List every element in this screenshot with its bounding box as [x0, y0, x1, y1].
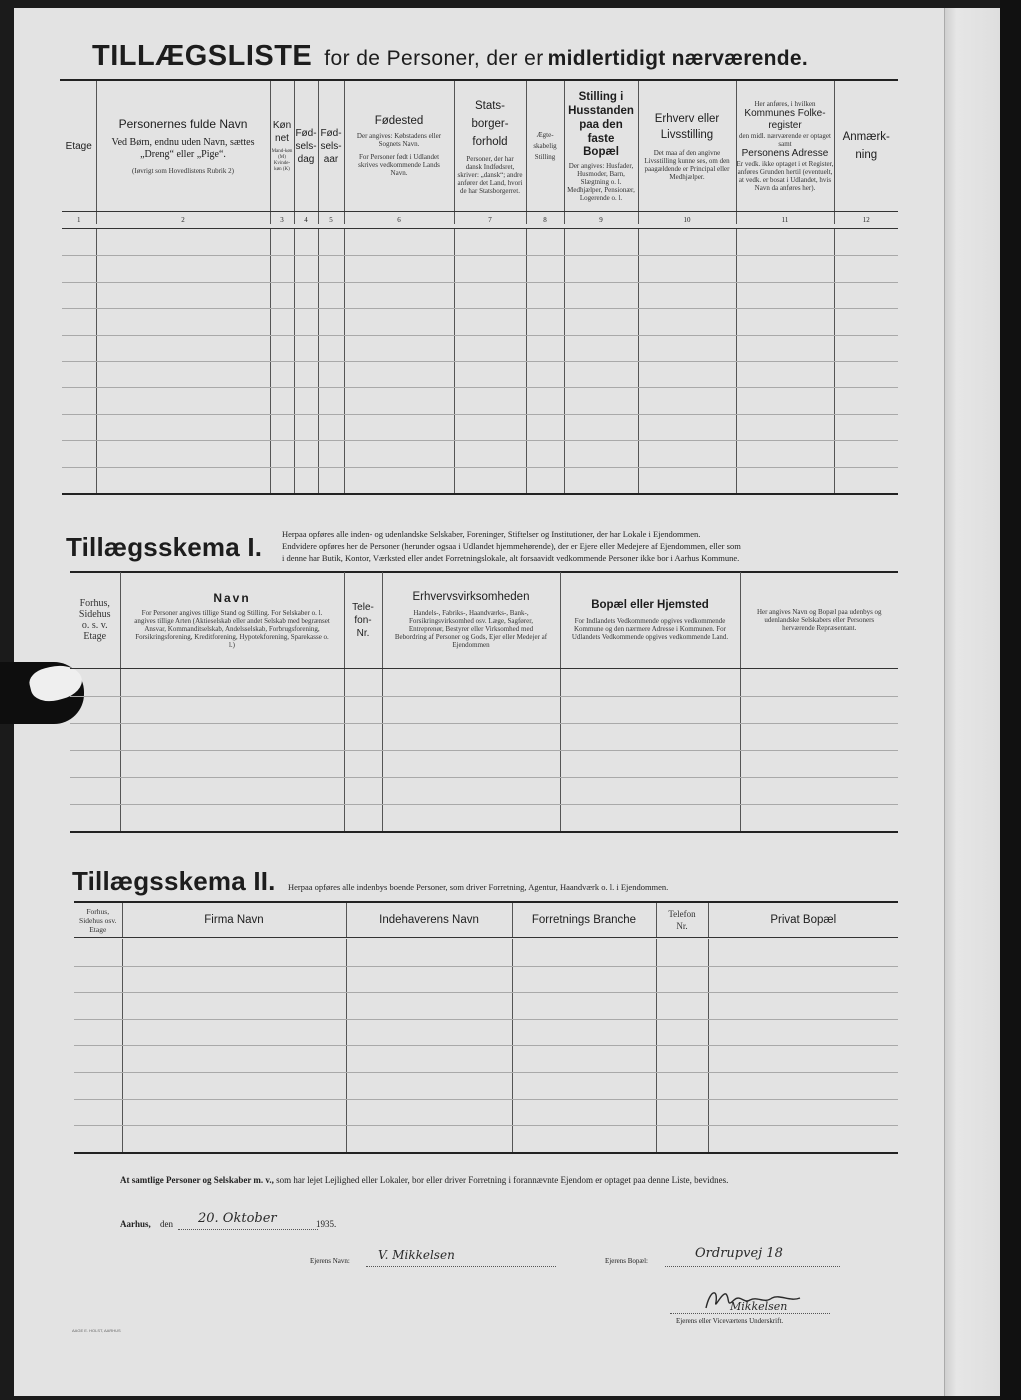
title-middle: for de Personer, der er — [324, 47, 544, 70]
col-birthplace-title: Fødested — [374, 115, 424, 127]
col-registry-note2: Er vedk. ikke optaget i et Register, anføres Grunden hertil (eventuelt, at vedk. er bosat i Udlandet, hvis Navn da anføres her). — [736, 160, 834, 192]
col-remarks-title: Anmærk-ning — [842, 131, 890, 161]
col-num: 2 — [96, 212, 270, 225]
col-num: 12 — [834, 212, 898, 225]
col-num: 10 — [638, 212, 736, 225]
next-page-edge — [944, 8, 1001, 1396]
s1-col-representative — [740, 572, 898, 669]
col-num: 4 — [294, 212, 318, 225]
s1-col-phone-title: Tele-fon-Nr. — [352, 601, 374, 639]
col-household-title: Stilling i Husstanden paa den faste — [568, 91, 634, 145]
schema1-note-line2: Endvidere opføres her de Personer (herunder ogsaa i Udlandet hjemmehørende), der er Ejere eller Medejere af Ejendommen, eller som — [282, 541, 741, 551]
title-main: TILLÆGSLISTE — [92, 40, 313, 72]
s1-col-etage-title: Forhus, Sidehus o. s. v. Etage — [78, 598, 111, 642]
s2-col-phone-title: Telefon Nr. — [668, 909, 696, 931]
row-line — [74, 1099, 898, 1100]
owner-address-value: Ordrupvej 18 — [695, 1246, 783, 1261]
col-registry — [736, 81, 834, 212]
col-marital — [526, 81, 564, 212]
col-birthday-title: Fød-sels-dag — [295, 127, 317, 165]
col-registry-title2: Personens Adresse — [741, 148, 829, 159]
col-remarks — [834, 81, 898, 212]
s2-col-firm — [122, 903, 346, 938]
schema1-note — [282, 528, 902, 564]
col-sex-title: Kønnet — [272, 120, 292, 144]
s2-col-owner-title: Indehaverens Navn — [379, 913, 479, 926]
main-table-header — [62, 81, 898, 212]
row-line — [62, 361, 898, 362]
col-num: 6 — [344, 212, 454, 225]
s1-col-residence-note: For Indlandets Vedkommende opgives vedkommende Kommune og den nærmere Adresse i Kommunen. For Udlandets Vedkommende opgives vedkommende Land. — [571, 617, 729, 641]
scan-border — [1000, 0, 1021, 1400]
s1-col-residence — [560, 572, 740, 669]
col-name-note: Ved Børn, endnu uden Navn, sættes „Dreng“ eller „Pige“. — [111, 136, 255, 160]
s1-col-business — [382, 572, 560, 669]
col-occupation — [638, 81, 736, 212]
col-birthplace-note: Der angives: Købstadens eller Sognets Navn. — [356, 132, 442, 148]
col-sex — [270, 81, 294, 212]
col-name — [96, 81, 270, 212]
col-name-note2: (Iøvrigt som Hovedlistens Rubrik 2) — [132, 166, 234, 175]
col-num: 3 — [270, 212, 294, 225]
row-line — [62, 467, 898, 468]
signature-label: Ejerens eller Viceværtens Underskrift. — [676, 1317, 784, 1325]
row-line — [74, 966, 898, 967]
row-line — [74, 1019, 898, 1020]
row-line — [74, 1045, 898, 1046]
s2-col-phone — [656, 903, 708, 938]
schema2-note: Herpaa opføres alle indenbys boende Personer, som driver Forretning, Agentur, Haandværk o. l. i Ejendommen. — [288, 882, 669, 892]
col-num: 9 — [564, 212, 638, 225]
owner-name-line — [310, 1250, 570, 1270]
col-registry-title: Kommunes Folke-register — [744, 108, 826, 131]
s1-col-representative-note: Her angives Navn og Bopæl paa udenbys og udenlandske Selskabers eller Personers herværende Repræsentant. — [756, 608, 882, 632]
col-birthday — [294, 81, 318, 212]
col-citizenship — [454, 81, 526, 212]
row-line — [74, 1072, 898, 1073]
row-line — [62, 335, 898, 336]
col-num: 1 — [62, 212, 96, 225]
schema1-header — [70, 572, 898, 669]
s1-col-name-note: For Personer angives tillige Stand og Stilling. For Selskaber o. l. angives tillige Arten (Aktieselskab eller andet Selskab med begrænset Ansvar, Kommanditselskab, Andelsselskab, Forbrugsforening, Forsikringsforening, Kreditforening, Hypotekforening, Sparekasse o. l.) — [134, 608, 330, 649]
owner-address-underline — [665, 1266, 840, 1267]
schema1-note-line3: i denne har Butik, Kontor, Værksted eller andet Forretningslokale, alt forsaavidt vedkommende Personer ikke bor i Aarhus Kommune. — [282, 553, 740, 563]
row-line — [62, 440, 898, 441]
s1-col-business-title: Erhvervsvirksomheden — [412, 591, 530, 603]
schema2-title: Tillægsskema II. — [72, 866, 276, 896]
signature-text: Mikkelsen — [730, 1300, 788, 1313]
col-num: 11 — [736, 212, 834, 225]
den-label: den — [160, 1219, 173, 1229]
signature — [700, 1284, 810, 1314]
schema2-body — [74, 939, 898, 1152]
declaration-bold: At samtlige Personer og Selskaber m. v., — [120, 1175, 274, 1185]
main-table-body — [62, 229, 898, 493]
s1-col-name-title: Navn — [213, 590, 251, 605]
main-table — [62, 81, 898, 224]
owner-name-label: Ejerens Navn: — [310, 1257, 350, 1265]
col-citizenship-title: Stats-borger-forhold — [471, 100, 509, 148]
year-label: 1935. — [316, 1219, 337, 1229]
s1-col-business-note: Handels-, Fabriks-, Haandværks-, Bank-, Forsikringsvirksomhed osv. Læge, Sagfører, Entreprenør, Bestyrer eller Virksomhed med Bebordring af Personer og Gods, Ejer eller Medejer af Ejendommen — [394, 609, 548, 649]
row-line — [70, 750, 898, 751]
date-handwritten: 20. Oktober — [198, 1211, 277, 1226]
s2-col-branch-title: Forretnings Branche — [531, 913, 637, 926]
signature-underline — [670, 1313, 830, 1314]
s1-col-name — [120, 572, 344, 669]
col-sex-note: Mand-køn (M) Kvinde-køn (K) — [271, 149, 293, 172]
row-line — [62, 255, 898, 256]
row-line — [74, 1125, 898, 1126]
row-line — [62, 387, 898, 388]
schema2-header — [74, 903, 898, 938]
column-numbers — [62, 212, 898, 225]
s2-col-etage — [74, 903, 122, 938]
s1-col-etage — [70, 572, 120, 669]
col-birthyear-title: Fød-sels-aar — [320, 127, 342, 165]
row-line — [70, 804, 898, 805]
col-household — [564, 81, 638, 212]
col-registry-note: den midl. nærværende er optaget samt — [739, 132, 831, 148]
owner-name-value: V. Mikkelsen — [378, 1248, 455, 1262]
col-num: 8 — [526, 212, 564, 225]
row-line — [70, 777, 898, 778]
row-line — [74, 1152, 898, 1154]
col-num: 7 — [454, 212, 526, 225]
col-household-title2: Bopæl — [583, 146, 619, 158]
s2-col-firm-title: Firma Navn — [204, 913, 264, 926]
s2-col-owner — [346, 903, 512, 938]
row-line — [62, 493, 898, 495]
col-marital-title: Ægte-skabelig Stilling — [533, 130, 557, 161]
col-occupation-note: Det maa af den angivne Livsstilling kunne ses, om den paagældende er Principal eller Medhjælper. — [644, 149, 730, 181]
row-line — [62, 282, 898, 283]
col-name-title: Personernes fulde Navn — [118, 116, 248, 131]
schema1-table — [70, 572, 898, 669]
s2-col-branch — [512, 903, 656, 938]
col-etage-title: Etage — [65, 140, 92, 152]
row-line — [62, 308, 898, 309]
s1-col-phone — [344, 572, 382, 669]
s2-col-address-title: Privat Bopæl — [770, 913, 837, 926]
col-registry-pre: Her anføres, i hvilken — [754, 100, 816, 108]
row-line — [70, 831, 898, 833]
col-occupation-title: Erhverv eller Livsstilling — [654, 113, 720, 141]
signature-mark — [700, 1284, 810, 1314]
schema1-body — [70, 669, 898, 831]
date-underline — [178, 1229, 318, 1230]
row-line — [74, 992, 898, 993]
place-label: Aarhus, — [120, 1219, 151, 1229]
owner-name-underline — [366, 1266, 556, 1267]
title-bold: midlertidigt nærværende. — [547, 47, 809, 70]
row-line — [62, 414, 898, 415]
col-birthyear — [318, 81, 344, 212]
declaration — [120, 1175, 728, 1185]
schema1-note-line1: Herpaa opføres alle inden- og udenlandske Selskaber, Foreninger, Stiftelser og Institutioner, der har Lokale i Ejendommen. — [282, 529, 701, 539]
printer-mark: AAGE E. HOLST, AARHUS — [72, 1328, 121, 1333]
s2-col-etage-title: Forhus, Sidehus osv. Etage — [79, 906, 117, 934]
col-household-note: Der angives: Husfader, Husmoder, Barn, Slægtning o. l. Medhjælper, Pensionær, Logerende o. l. — [567, 162, 635, 202]
row-line — [70, 696, 898, 697]
col-etage — [62, 81, 96, 212]
col-num: 5 — [318, 212, 344, 225]
schema1-title: Tillægsskema I. — [66, 532, 263, 562]
s2-col-address — [708, 903, 898, 938]
col-birthplace-note2: For Personer født i Udlandet skrives vedkommende Lands Navn. — [358, 153, 440, 177]
row-line — [70, 723, 898, 724]
page-title — [92, 40, 902, 73]
col-birthplace — [344, 81, 454, 212]
date-line — [120, 1211, 350, 1235]
owner-address-label: Ejerens Bopæl: — [605, 1257, 648, 1265]
declaration-rest: som har lejet Lejlighed eller Lokaler, bor eller driver Forretning i forannævnte Ejendom er optaget paa denne Liste, bevidnes. — [276, 1175, 729, 1185]
s1-col-residence-title: Bopæl eller Hjemsted — [591, 599, 709, 611]
schema2-table — [74, 903, 898, 938]
owner-address-line — [605, 1246, 845, 1270]
col-citizenship-note: Personer, der har dansk Indfødsret, skriver: „dansk“; andre anfører det Land, hvori de har Statsborgerret. — [457, 155, 523, 195]
